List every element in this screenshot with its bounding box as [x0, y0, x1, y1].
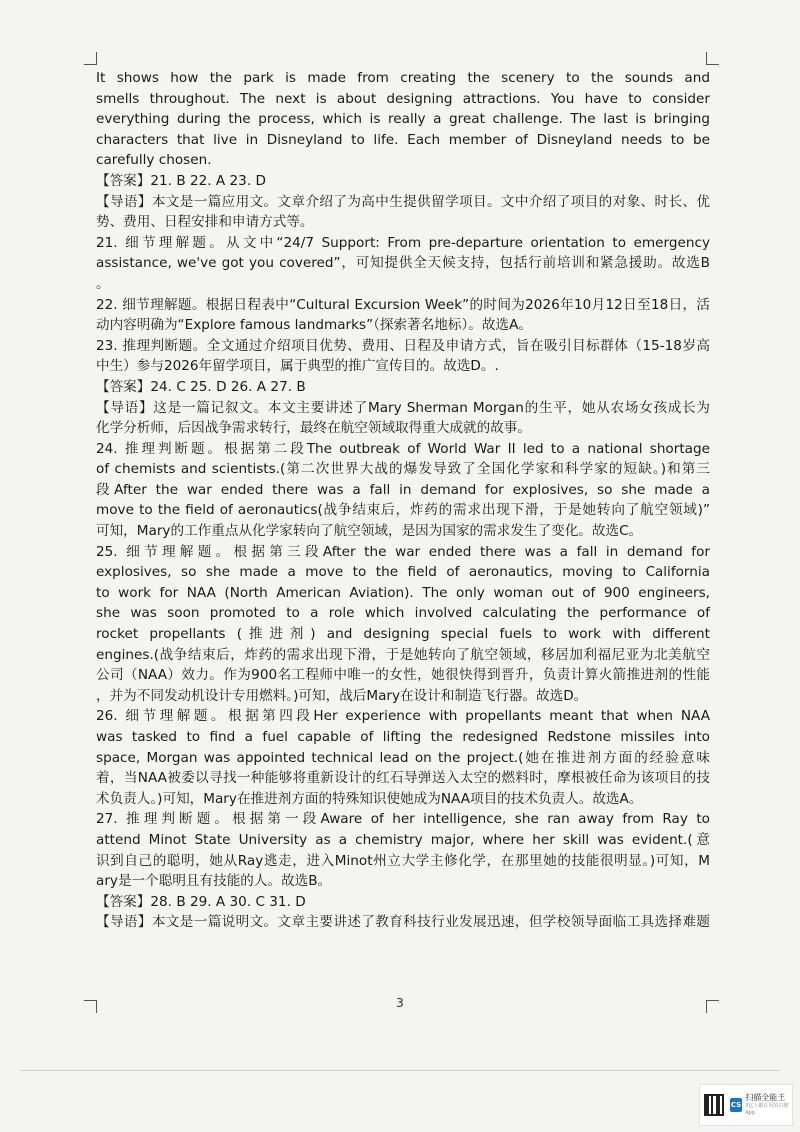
text-line: 动内容明确为“Explore famous landmarks”（探索著名地标）。故选A。	[96, 317, 532, 334]
watermark-text	[745, 1093, 792, 1117]
text-line: 势、费用、日程安排和申请方式等。	[96, 214, 314, 231]
text-line: 23. 推理判断题。全文通过介绍项目优势、费用、日程及申请方式，旨在吸引目标群体（15-18岁高	[96, 337, 710, 354]
crop-mark-top-right	[706, 52, 719, 65]
text-line: rocket propellants (推进剂) and designing special fuels to work with different	[96, 626, 710, 643]
text-line: explosives, so she made a move to the field of aeronautics, moving to California	[96, 564, 710, 581]
qr-code-icon	[704, 1094, 724, 1116]
text-line: 中生）参与2026年留学项目，属于典型的推广宣传目的。故选D。.	[96, 358, 499, 375]
text-line: of chemists and scientists.(第二次世界大战的爆发导致了全国化学家和科学家的短缺。)和第三	[96, 461, 710, 478]
text-line: space, Morgan was appointed technical lead on the project.(她在推进剂方面的经验意味	[96, 749, 710, 766]
watermark-title: 扫描全能王	[745, 1093, 786, 1102]
text-line: ary是一个聪明且有技能的人。故选B。	[96, 873, 332, 890]
text-line: carefully chosen.	[96, 152, 212, 169]
text-line: 可知，Mary的工作重点从化学家转向了航空领域，是因为国家的需求发生了变化。故选C。	[96, 523, 643, 540]
text-line: everything during the process, which is really a great challenge. The last is bringing	[96, 111, 710, 128]
answer-key-line: 【答案】21. B 22. A 23. D	[96, 172, 266, 189]
text-line: 22. 细节理解题。根据日程表中“Cultural Excursion Week”的时间为2026年10月12日至18日，活	[96, 296, 710, 313]
text-line: engines.(战争结束后，炸药的需求出现下滑，于是她转向了航空领域，移居加利福尼亚为北美航空	[96, 646, 710, 663]
text-line: assistance, we've got you covered”，可知提供全天候支持，包括行前培训和紧急援助。故选B	[96, 255, 710, 272]
text-line: 。	[96, 275, 110, 292]
text-line: characters that live in Disneyland to life. Each member of Disneyland needs to be	[96, 131, 710, 148]
text-line: she was soon promoted to a role which involved calculating the performance of	[96, 605, 710, 622]
text-line: attend Minot State University as a chemistry major, where her skill was evident.(意	[96, 831, 710, 848]
answer-key-line: 【答案】24. C 25. D 26. A 27. B	[96, 378, 306, 395]
camscanner-watermark	[699, 1084, 793, 1126]
answer-key-line: 【答案】28. B 29. A 30. C 31. D	[96, 893, 306, 910]
text-line: smells throughout. The next is about designing attractions. You have to consider	[96, 90, 710, 107]
text-line: move to the field of aeronautics(战争结束后，炸药的需求出现下滑，于是她转向了航空领域)”	[96, 502, 710, 519]
text-line: 段After the war ended there was a fall in demand for explosives, so she made a	[96, 481, 710, 498]
text-line: ，并为不同发动机设计专用燃料。)可知，战后Mary在设计和制造飞行器。故选D。	[96, 687, 588, 704]
text-line: 21. 细节理解题。从文中“24/7 Support: From pre-departure orientation to emergency	[96, 234, 710, 251]
text-line: 化学分析师，后因战争需求转行，最终在航空领域取得重大成就的故事。	[96, 420, 531, 437]
text-line: 25. 细节理解题。根据第三段After the war ended there was a fall in demand for	[96, 543, 710, 560]
text-line: 识到自己的聪明，她从Ray逃走，进入Minot州立大学主修化学，在那里她的技能很明显。)可知，M	[96, 852, 710, 869]
text-line: 着，当NAA被委以寻找一种能够将重新设计的红石导弹送入太空的燃料时，摩根被任命为该项目的技	[96, 770, 710, 787]
page-number: 3	[396, 996, 404, 1010]
text-line: 27. 推理判断题。根据第一段Aware of her intelligence, she ran away from Ray to	[96, 811, 710, 828]
text-line: 【导语】本文是一篇应用文。文章介绍了为高中生提供留学项目。文中介绍了项目的对象、时长、优	[96, 193, 710, 210]
watermark-subtitle: 3亿人都在用的扫描App	[745, 1103, 789, 1116]
crop-mark-top-left	[84, 52, 97, 65]
camscanner-logo-icon: CS	[730, 1098, 742, 1112]
text-line: 【导语】这是一篇记叙文。本文主要讲述了Mary Sherman Morgan的生平，她从农场女孩成长为	[96, 399, 710, 416]
text-line: 26. 细节理解题。根据第四段Her experience with propellants meant that when NAA	[96, 708, 710, 725]
text-line: was tasked to find a fuel capable of lifting the redesigned Redstone missiles into	[96, 729, 710, 745]
text-line: 24. 推理判断题。根据第二段The outbreak of World War II led to a national shortage	[96, 440, 710, 457]
text-line: It shows how the park is made from creating the scenery to the sounds and	[96, 70, 710, 86]
text-line: 【导语】本文是一篇说明文。文章主要讲述了教育科技行业发展迅速，但学校领导面临工具选择难题	[96, 914, 710, 931]
footer-divider	[20, 1070, 780, 1071]
text-line: 术负责人。)可知，Mary在推进剂方面的特殊知识使她成为NAA项目的技术负责人。故选A。	[96, 790, 643, 807]
answer-explanation-text	[96, 68, 710, 933]
text-line: to work for NAA (North American Aviation). The only woman out of 900 engineers,	[96, 584, 710, 601]
text-line: 公司（NAA）效力。作为900名工程师中唯一的女性，她很快得到晋升，负责计算火箭推进剂的性能	[96, 667, 710, 684]
